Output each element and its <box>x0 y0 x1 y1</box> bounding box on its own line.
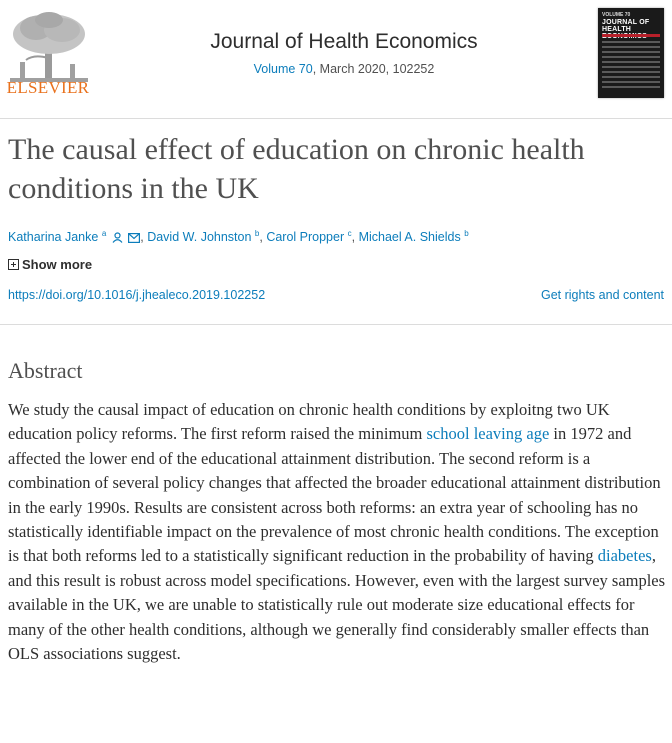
article-title: The causal effect of education on chronic health conditions in the UK <box>8 133 585 205</box>
abstract-text-segment: in 1972 and affected the lower end of the educational attainment distribution. The second reform is a combination of several policy changes that affected the broader educational attainment distribution in the early 1990s. Results are consistent across both reforms: an extra year of schooling has no statistically identifiable impact on the prevalence of most chronic health conditions. The exception is that both reforms led to a statistically significant reduction in the probability of having <box>8 424 661 566</box>
journal-issue-info <box>0 62 672 76</box>
cover-title-line-2: HEALTH <box>602 26 632 33</box>
author-link[interactable]: Carol Propper <box>266 230 345 245</box>
cover-volume-text: VOLUME 70 <box>602 12 631 18</box>
author-list: Katharina Janke $^a$ , David W. Johnston $^b$, Carol Propper $^c$, Michael A. Shields $^b$ <box>8 229 469 245</box>
cover-red-band <box>602 34 660 37</box>
person-icon[interactable] <box>112 232 123 243</box>
show-more-label: Show more <box>22 257 93 272</box>
cover-title-line-1: JOURNAL OF <box>602 19 650 26</box>
author-affiliation[interactable]: b <box>254 229 260 238</box>
author-affiliation[interactable]: b <box>464 229 469 238</box>
author-link[interactable]: Katharina Janke <box>8 230 99 245</box>
journal-header <box>0 0 672 108</box>
journal-cover-image[interactable] <box>598 8 664 98</box>
issue-details: , March 2020, 102252 <box>312 62 435 76</box>
abstract-text-segment: , and this result is robust across model specifications. However, even with the largest survey samples available in the UK, we are unable to statistically rule out moderate size educational effects for many of the other health conditions, although we generally find considerably smaller effects than OLS associations suggest. <box>8 546 666 664</box>
author-link[interactable]: Michael A. Shields <box>358 230 461 245</box>
abstract-heading: Abstract <box>8 358 83 383</box>
header-divider <box>0 118 672 119</box>
journal-title-link[interactable]: Journal of Health Economics <box>210 30 478 53</box>
author-affiliation[interactable]: c <box>347 229 352 238</box>
plus-icon <box>8 259 19 270</box>
diabetes-link[interactable]: diabetes <box>597 546 652 566</box>
abstract-text-segment: We study the causal impact of education on chronic health conditions by exploitng two UK education policy reforms. The first reform raised the minimum <box>8 400 610 444</box>
doi-link[interactable]: https://doi.org/10.1016/j.jhealeco.2019.102252 <box>8 288 266 302</box>
rights-link[interactable]: Get rights and content <box>541 288 664 302</box>
show-more-button[interactable] <box>8 257 92 272</box>
school-leaving-age-link[interactable]: school leaving age <box>426 424 550 444</box>
author-affiliation[interactable]: a <box>101 229 107 238</box>
cover-content-lines <box>602 41 660 91</box>
metadata-divider <box>0 324 672 325</box>
author-link[interactable]: David W. Johnston <box>147 230 252 245</box>
abstract-text <box>8 398 668 666</box>
elsevier-wordmark[interactable]: ELSEVIER <box>6 78 90 97</box>
volume-link[interactable]: Volume 70 <box>253 62 313 76</box>
envelope-icon[interactable] <box>128 233 140 243</box>
